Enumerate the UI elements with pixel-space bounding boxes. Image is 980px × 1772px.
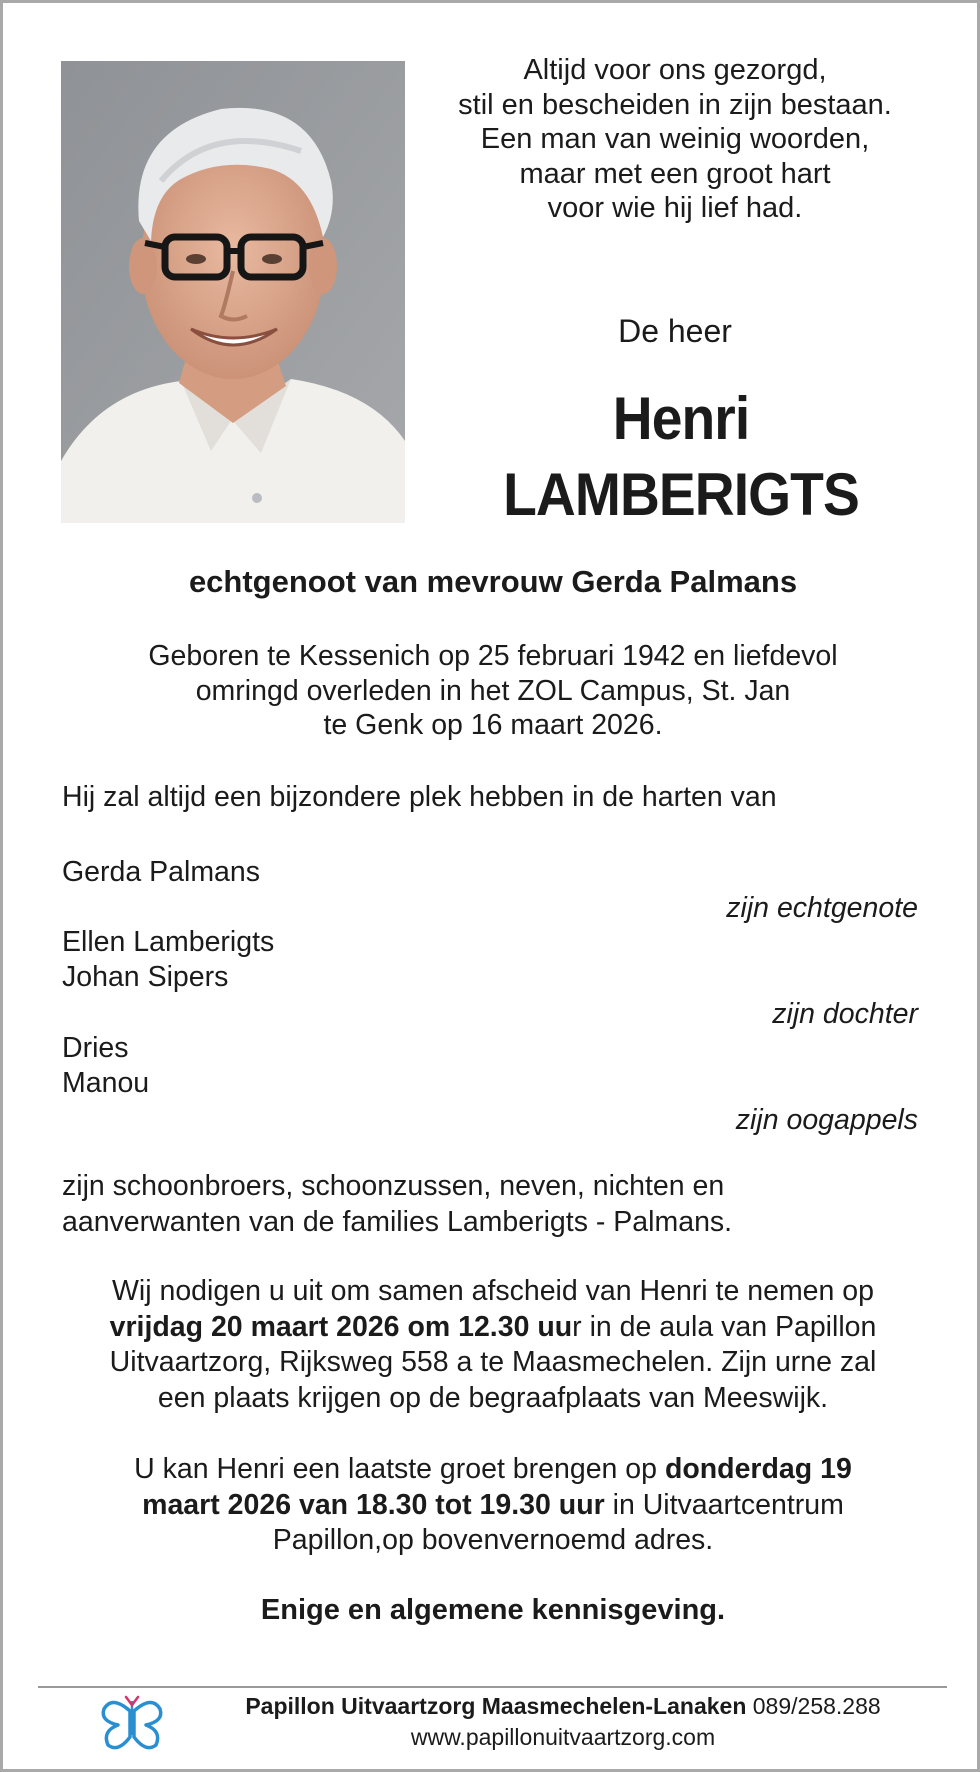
mourner-name: Manou [62, 1067, 150, 1099]
poem [423, 53, 927, 226]
ceremony-line: Wij nodigen u uit om samen afscheid van Henri te nemen op [112, 1275, 874, 1307]
ceremony-line: Uitvaartzorg, Rijksweg 558 a te Maasmechelen. Zijn urne zal [109, 1346, 877, 1378]
footer-contact [173, 1691, 953, 1753]
visitation-info [43, 1452, 943, 1559]
visitation-text: U kan Henri een laatste groet brengen op [134, 1453, 665, 1485]
birth-line: omringd overleden in het ZOL Campus, St. Jan [195, 674, 791, 707]
poem-line: stil en bescheiden in zijn bestaan. [458, 88, 892, 121]
ceremony-datetime: vrijdag 20 maart 2026 om 12.30 uu [109, 1310, 573, 1343]
portrait-photo [61, 61, 405, 523]
footer-divider [38, 1686, 947, 1688]
extended-family [62, 1169, 942, 1240]
visitation-date: donderdag 19 [664, 1453, 852, 1485]
birth-line: te Genk op 16 maart 2026. [323, 709, 663, 741]
visitation-line [43, 1452, 943, 1488]
last-name: LAMBERIGTS [503, 461, 859, 528]
ceremony-line: een plaats krijgen op de begraafplaats van Meeswijk. [157, 1381, 829, 1414]
mourners-intro: Hij zal altijd een bijzondere plek hebben in de harten van [62, 781, 777, 813]
mourner-name: Johan Sipers [62, 961, 229, 993]
poem-line: voor wie hij lief had. [547, 192, 803, 224]
mourner-name: Ellen Lamberigts [62, 926, 275, 958]
visitation-time: maart 2026 van 18.30 tot 19.30 uur [142, 1488, 605, 1521]
company-website[interactable]: www.papillonuitvaartzorg.com [410, 1724, 716, 1750]
birth-death-details [63, 639, 923, 743]
birth-line: Geboren te Kessenich op 25 februari 1942 en liefdevol [148, 640, 838, 672]
visitation-line: Papillon,op bovenvernoemd adres. [272, 1524, 714, 1556]
mourner-name: Dries [62, 1032, 129, 1064]
footer-company-line [173, 1691, 953, 1722]
honorific: De heer [618, 313, 732, 349]
family-line: aanverwanten van de families Lamberigts - Palmans. [62, 1205, 733, 1238]
visitation-text: in Uitvaartcentrum [604, 1488, 844, 1521]
mourner-relation: zijn oogappels [735, 1104, 918, 1136]
company-name: Papillon Uitvaartzorg Maasmechelen-Lanaken [245, 1693, 747, 1719]
deceased-name [444, 381, 919, 533]
visitation-line [43, 1488, 943, 1524]
spouse-line: echtgenoot van mevrouw Gerda Palmans [188, 564, 798, 599]
ceremony-location: r in de aula van Papillon [572, 1310, 877, 1343]
general-notice: Enige en algemene kennisgeving. [260, 1594, 726, 1626]
poem-line: maar met een groot hart [519, 157, 831, 190]
poem-line: Een man van weinig woorden, [480, 123, 870, 155]
ceremony-invitation [43, 1274, 943, 1416]
mourner-name: Gerda Palmans [62, 856, 261, 888]
ceremony-line [43, 1310, 943, 1346]
mourner-relation: zijn echtgenote [726, 892, 918, 924]
family-line: zijn schoonbroers, schoonzussen, neven, nichten en [62, 1170, 725, 1202]
poem-line: Altijd voor ons gezorgd, [523, 54, 827, 86]
first-name: Henri [612, 385, 750, 452]
butterfly-logo-icon [98, 1691, 166, 1753]
mourner-relation: zijn dochter [772, 998, 918, 1030]
company-phone: 089/258.288 [752, 1693, 881, 1719]
